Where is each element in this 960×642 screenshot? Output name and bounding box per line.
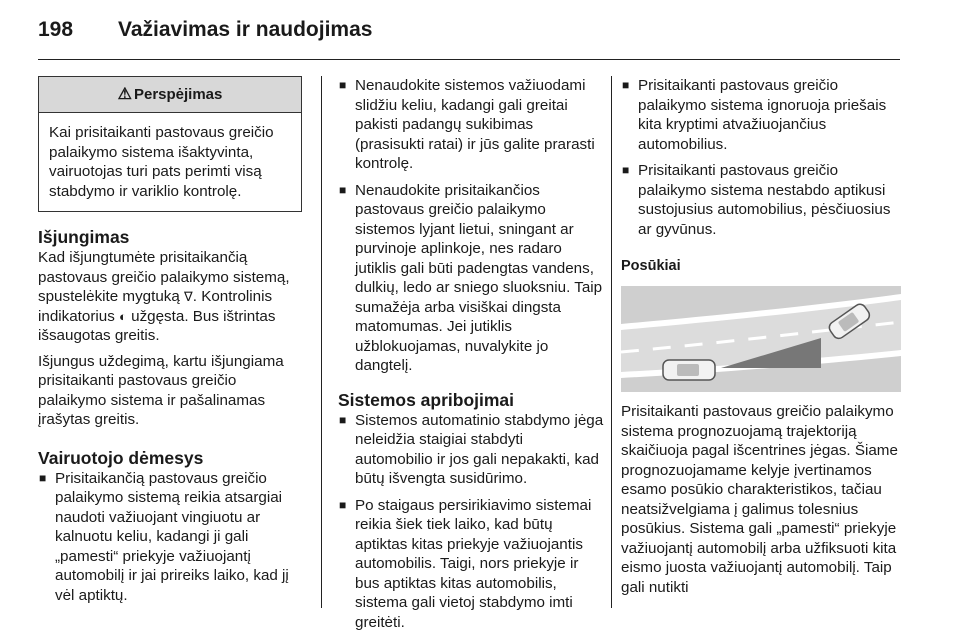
heading-posukiai: Posūkiai: [621, 258, 681, 274]
list-item: ■ Prisitaikančią pastovaus greičio palaikymo sistemą reikia atsargiai naudoti važiuojant vingiuotu ar kalnuotu keliu, kadangi ji gali „pamesti“ priekyje važiuojantį automobilį ir jai prireiks laiko, kad jį vėl aptiktų.: [38, 469, 304, 606]
column-divider-1: [321, 76, 322, 608]
curve-illustration: [621, 286, 901, 392]
column-3-list: [621, 76, 901, 239]
page-title: Važiavimas ir naudojimas: [118, 18, 373, 41]
list-item: ■ Nenaudokite sistemos važiuodami slidžiu keliu, kadangi gali greitai pakisti padangų sukibimas (prasisukti ratai) ir jūs galite prarasti kontrolę.: [338, 76, 604, 174]
list-item: ■ Po staigaus persirikiavimo sistemai reikia šiek tiek laiko, kad būtų aptiktas kitas priekyje važiuojantis automobilis. Taigi, nors priekyje ir bus aptiktas kitas automobilis, sistema gali vietoj stabdymo imti greitėti.: [338, 496, 604, 633]
list-item: ■ Prisitaikanti pastovaus greičio palaikymo sistema nestabdo aptikusi sustojusius automobilius, pėsčiuosius ar gyvūnus.: [621, 161, 901, 239]
list-item: ■ Nenaudokite prisitaikančios pastovaus greičio palaikymo sistemos lyjant lietui, sningant ar purvinoje aplinkoje, nes radaro jutiklis gali būti padengtas vandens, dulkių, ledo ar sniego sluoksniu. Taip sumažėja arba visiškai dingsta matomumas. Jei jutiklis užblokuojamas, nuvalykite jo dangtelį.: [338, 181, 604, 376]
isjungimas-paragraph-2: Išjungus uždegimą, kartu išjungiama prisitaikanti pastovaus greičio palaikymo sistema ir pašalinamas įrašytas greitis.: [38, 352, 284, 428]
isjungimas-paragraph-1: [38, 248, 304, 346]
list-item: ■ Sistemos automatinio stabdymo jėga neleidžia staigiai stabdyti automobilio ir jos gali nepakakti, kad būtų išvengta susidūrimo.: [338, 411, 604, 489]
column-1: [38, 76, 304, 612]
header-rule: [38, 59, 900, 60]
warning-body: Kai prisitaikanti pastovaus greičio palaikymo sistema išaktyvinta, vairuotojas turi pats perimti visą stabdymo ir variklio kontrolę.: [49, 124, 274, 200]
cruise-cancel-button-icon: ∇: [184, 289, 193, 304]
list-item: ■ Prisitaikanti pastovaus greičio palaikymo sistema ignoruoja priešais kita kryptimi atvažiuojančius automobilius.: [621, 76, 901, 154]
warning-box: [38, 76, 302, 212]
isjungimas-text-b: . Kontrolinis indikatorius: [38, 288, 273, 325]
column-divider-2: [611, 76, 612, 608]
warning-title: Perspėjimas: [133, 85, 223, 103]
column-2-list: [338, 76, 604, 376]
curved-road-image: [621, 286, 901, 392]
heading-vairuotojo-demesys: Vairuotojo dėmesys: [38, 447, 204, 468]
isjungimas-text-c: užgęsta. Bus ištrintas išsaugotas greitis.: [38, 307, 276, 344]
column-3: [621, 76, 901, 597]
heading-sistemos-apribojimai: Sistemos apribojimai: [338, 389, 515, 410]
heading-isjungimas: Išjungimas: [38, 227, 130, 247]
column-2: [338, 76, 604, 639]
apribojimai-list: [338, 411, 604, 633]
warning-header: [39, 77, 301, 113]
warning-triangle-icon: ⚠: [117, 85, 132, 103]
isjungimas-text-a: Kad išjungtumėte prisitaikančią pastovaus greičio palaikymo sistemą, spustelėkite mygtuką: [38, 249, 290, 305]
posukiai-paragraph: Prisitaikanti pastovaus greičio palaikymo sistema prognozuojamą trajektoriją skaičiuoja pagal išcentrines jėgas. Šiame prognozuojamame kelyje įvertinamos esamo posūkio charakteristikos, tačiau neatsižvelgiama į galimus tolesnius posūkius. Sistema gali „pamesti“ priekyje važiuojantį automobilį arba užfiksuoti kita eismo juosta važiuojantį automobilį. Taip gali nutikti: [621, 403, 898, 596]
page-number: 198: [38, 18, 74, 41]
cruise-indicator-icon: ◐: [119, 308, 127, 324]
vairuotojo-list: [38, 469, 304, 606]
